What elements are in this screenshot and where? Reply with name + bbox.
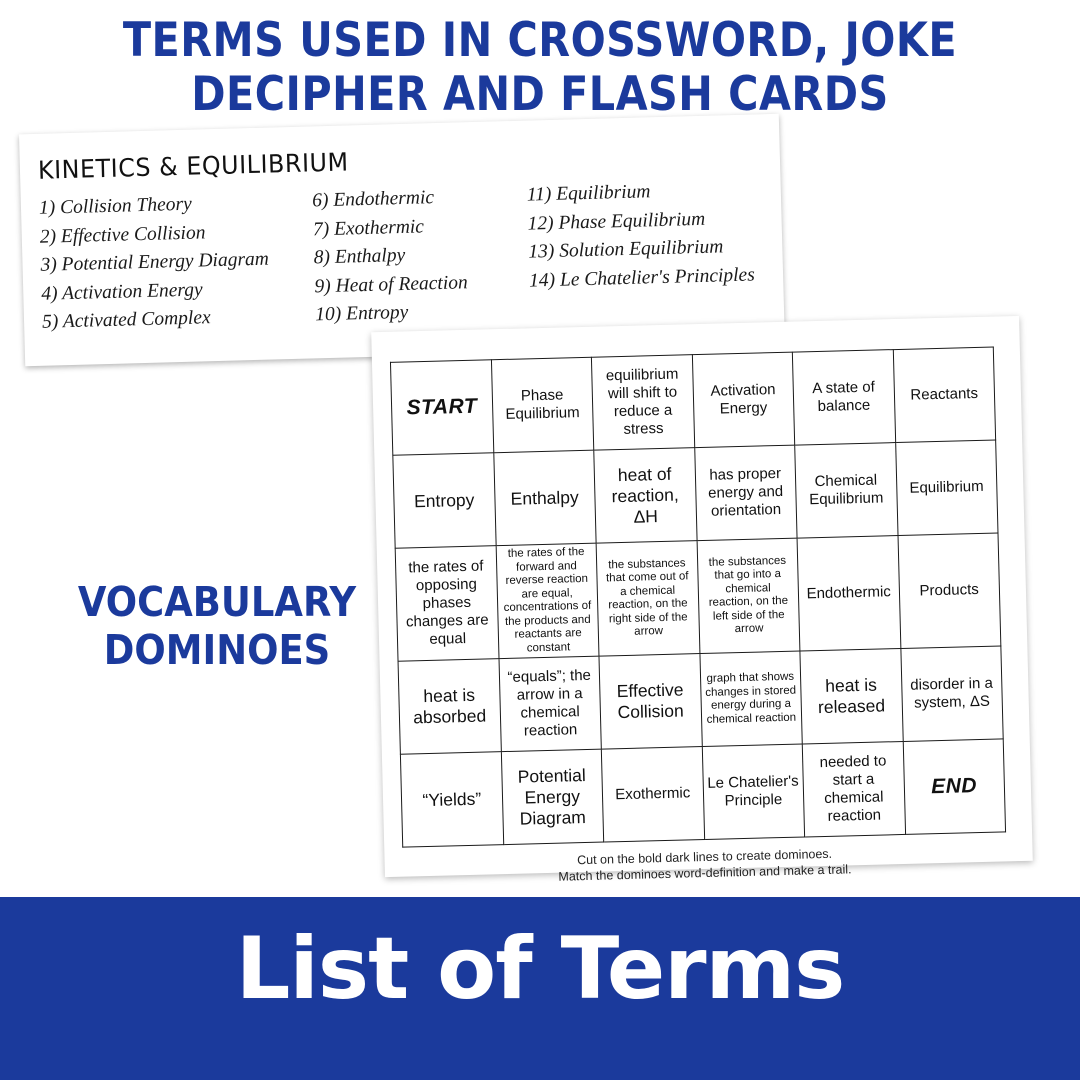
term-item: 7) Exothermic xyxy=(312,215,425,240)
domino-cell: “Yields” xyxy=(400,752,503,848)
term-item: 5) Activated Complex xyxy=(41,307,211,333)
domino-cell: Effective Collision xyxy=(599,654,702,750)
vocabulary-dominoes-label xyxy=(78,578,357,674)
domino-cell: graph that shows changes in stored energy during a chemical reaction xyxy=(699,651,802,747)
dominoes-instructions xyxy=(402,841,1007,888)
dominoes-table xyxy=(390,347,1006,848)
domino-cell: Products xyxy=(898,533,1001,649)
domino-cell: Equilibrium xyxy=(895,440,998,536)
domino-cell: equilibrium will shift to reduce a stress xyxy=(591,355,694,451)
domino-cell: needed to start a chemical reaction xyxy=(802,741,905,837)
dominoes-grid-wrapper xyxy=(390,347,1007,889)
dominoes-instructions-line1: Cut on the bold dark lines to create dominoes. xyxy=(576,846,833,868)
terms-card-heading: KINETICS & EQUILIBRIUM xyxy=(37,147,349,185)
term-item: 6) Endothermic xyxy=(311,187,435,212)
domino-cell: Reactants xyxy=(893,347,996,443)
dominoes-instructions-line2: Match the dominoes word-definition and make a trail. xyxy=(558,862,852,884)
term-item: 13) Solution Equilibrium xyxy=(528,236,724,263)
domino-cell: Le Chatelier's Principle xyxy=(702,744,805,840)
bottom-banner xyxy=(0,890,1080,1080)
domino-cell: has proper energy and orientation xyxy=(694,445,797,541)
domino-cell: END xyxy=(903,739,1006,835)
table-row xyxy=(390,347,995,455)
domino-cell: heat of reaction, ΔH xyxy=(594,448,697,544)
domino-cell: Endothermic xyxy=(797,536,900,652)
domino-cell: Enthalpy xyxy=(493,450,596,546)
table-row xyxy=(398,646,1003,754)
term-item: 10) Entropy xyxy=(314,301,409,326)
domino-cell: heat is absorbed xyxy=(398,659,501,755)
terms-column-2 xyxy=(312,182,530,330)
domino-cell: Potential Energy Diagram xyxy=(501,749,604,845)
term-item: 8) Enthalpy xyxy=(313,244,406,269)
term-item: 2) Effective Collision xyxy=(39,221,206,248)
domino-cell: Activation Energy xyxy=(692,352,795,448)
domino-cell: START xyxy=(390,360,493,456)
terms-columns xyxy=(39,175,775,337)
term-item: 4) Activation Energy xyxy=(41,278,203,305)
domino-cell: the rates of the forward and reverse reaction are equal, concentrations of the products and reactants are constant xyxy=(496,543,599,659)
vocabulary-dominoes-label-line1: VOCABULARY xyxy=(77,578,357,626)
term-item: 3) Potential Energy Diagram xyxy=(40,248,270,276)
domino-cell: A state of balance xyxy=(792,350,895,446)
vocabulary-dominoes-label-line2: DOMINOES xyxy=(103,626,331,674)
domino-cell: Phase Equilibrium xyxy=(491,357,594,453)
table-row xyxy=(395,533,1001,661)
domino-cell: heat is released xyxy=(800,648,903,744)
terms-column-3 xyxy=(526,175,773,296)
domino-cell: the substances that come out of a chemical reaction, on the right side of the arrow xyxy=(596,541,699,657)
term-item: 11) Equilibrium xyxy=(526,181,651,206)
domino-cell: Chemical Equilibrium xyxy=(795,443,898,539)
page-title: TERMS USED IN CROSSWORD, JOKE DECIPHER AND FLASH CARDS xyxy=(122,13,958,122)
domino-cell: the rates of opposing phases changes are equal xyxy=(395,546,498,662)
vocabulary-dominoes-card xyxy=(371,316,1033,884)
term-item: 1) Collision Theory xyxy=(38,193,193,219)
domino-cell: Entropy xyxy=(393,453,496,549)
domino-cell: disorder in a system, ΔS xyxy=(900,646,1003,742)
bottom-banner-label: List of Terms xyxy=(235,919,845,1019)
term-item: 9) Heat of Reaction xyxy=(314,271,468,297)
term-item: 14) Le Chatelier's Principles xyxy=(528,263,756,292)
domino-cell: the substances that go into a chemical reaction, on the left side of the arrow xyxy=(697,538,800,654)
domino-cell: Exothermic xyxy=(601,747,704,843)
terms-column-1 xyxy=(39,187,316,337)
table-row xyxy=(393,440,998,548)
term-item: 12) Phase Equilibrium xyxy=(527,208,706,235)
table-row xyxy=(400,739,1005,847)
domino-cell: “equals”; the arrow in a chemical reaction xyxy=(499,656,602,752)
